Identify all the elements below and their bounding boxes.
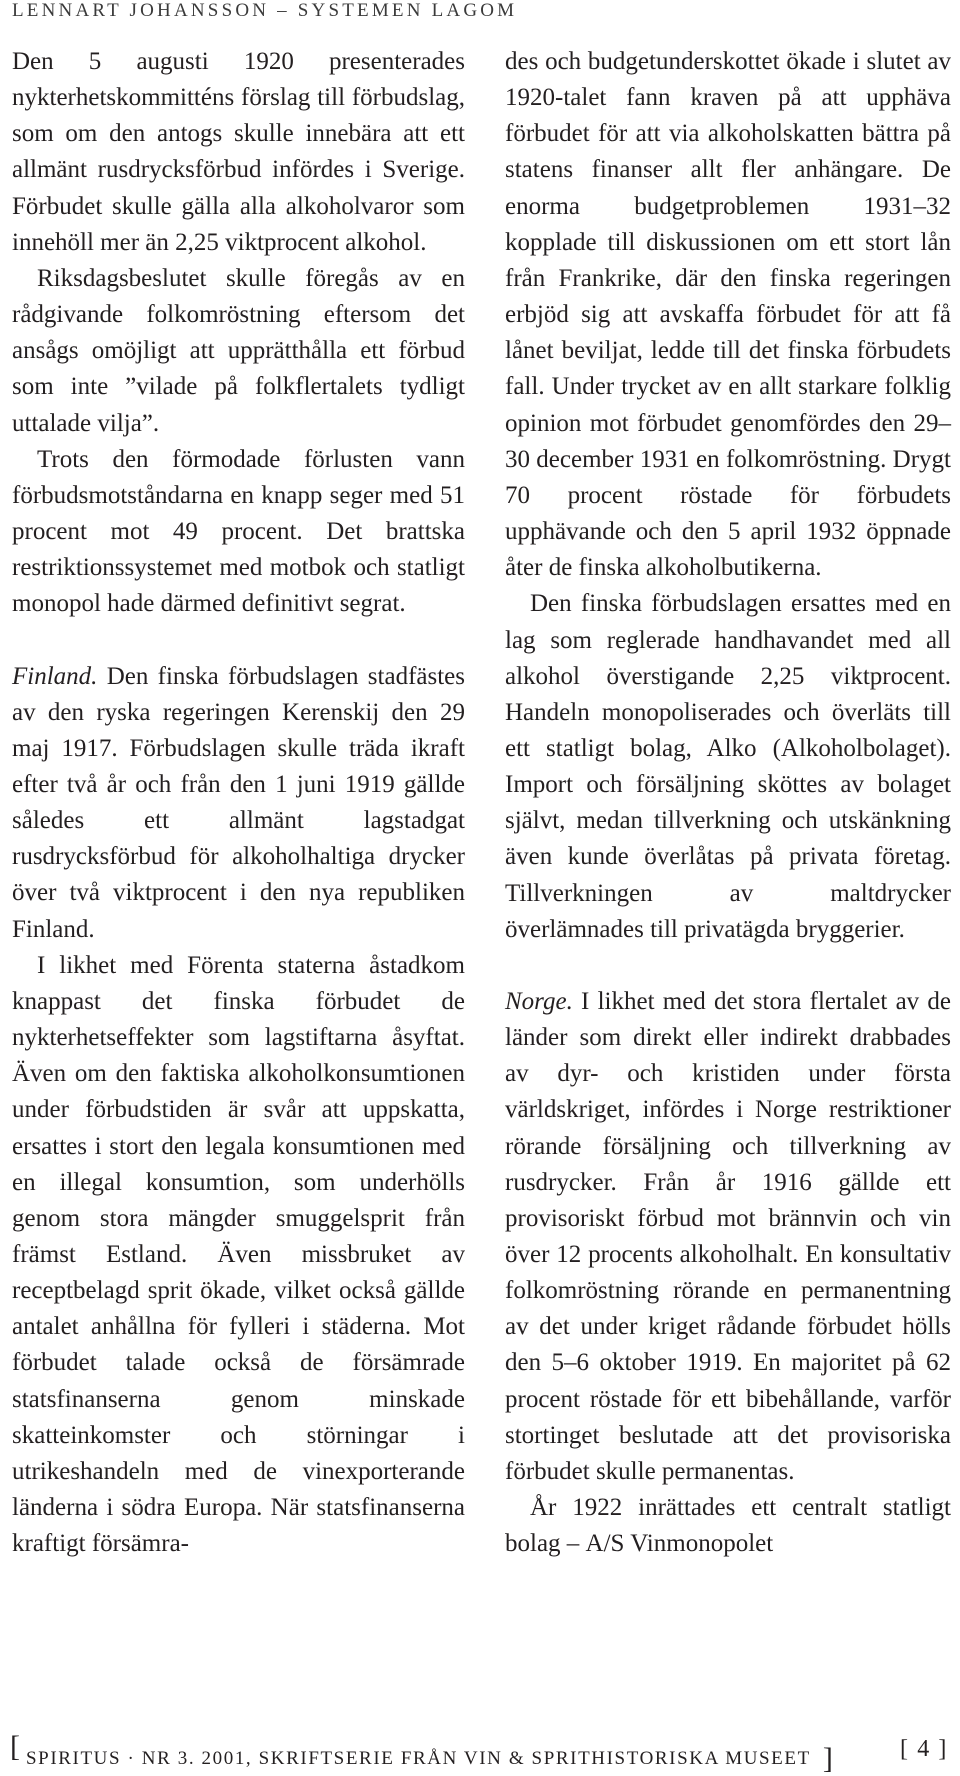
- left-column: [12, 44, 465, 1562]
- left-paragraph-finland: [12, 659, 465, 948]
- finland-text: Den finska förbudslagen stadfästes av den ryska regeringen Kerenskij den 29 maj 1917. Förbudslagen skulle träda ikraft efter två år och från den 1 juni 1919 gällde således ett allmänt lagstadgat rusdrycksförbud för alkoholhaltiga drycker över två viktprocent i den nya republiken Finland.: [12, 662, 465, 943]
- right-paragraph-1: des och budgetunderskottet ökade i slutet av 1920-talet fann kraven på att upphäva förbudet för att via alkoholskatten bättra på statens finanser allt fler anhängare. De enorma budgetproblemen 1931–32 kopplade till diskussionen om ett stort lån från Frankrike, där den finska regeringen erbjöd sig att avskaffa förbudet för att få lånet beviljat, ledde till det finska förbudets fall. Under trycket av en allt starkare folklig opinion mot förbudet genomfördes den 29–30 december 1931 en folkomröstning. Drygt 70 procent röstade för förbudets upphävande och den 5 april 1932 öppnade åter de finska alkoholbutikerna.: [505, 48, 951, 582]
- left-paragraph-2: Riksdagsbeslutet skulle föregås av en rådgivande folkomröstning eftersom det ansågs omöjligt att upprätthålla ett förbud som inte ”vilade på folkflertalets tydligt uttalade vilja”.: [12, 264, 465, 437]
- footer-open-bracket: [: [10, 1730, 22, 1763]
- company-form-abbreviation: A/S: [585, 1530, 625, 1558]
- footer-close-bracket: ]: [822, 1742, 835, 1775]
- section-heading-finland: Finland.: [12, 662, 98, 690]
- left-paragraph-1: Den 5 augusti 1920 presenterades nykterhetskommitténs förslag till förbudslag, som om den antogs skulle innebära att ett allmänt rusdrycksförbud infördes i Sverige. Förbudet skulle gälla alla alkoholvaror som innehöll mer än 2,25 viktprocent alkohol.: [12, 48, 465, 256]
- left-paragraph-5: I likhet med Förenta staterna åstadkom knappast det finska förbudet de nykterhetseffekter som lagstiftarna åsyftat. Även om den faktiska alkoholkonsumtionen under förbudstiden är svår att uppskatta, ersattes i stort den legala konsumtionen med en illegal konsumtion, som underhölls genom stora mängder smuggelsprit från främst Estland. Även missbruket av receptbelagd sprit ökade, vilket också gällde antalet anhållna för fylleri i städerna. Mot förbudet talade också de försämrade statsfinanserna genom minskade skatteinkomster och störningar i utrikeshandeln med de vinexporterande länderna i södra Europa. När statsfinanserna kraftigt försämra-: [12, 951, 465, 1558]
- vinmonopolet-text-start: År 1922 inrättades ett centralt statligt bolag –: [505, 1494, 951, 1558]
- footer-series-title: [26, 1738, 835, 1775]
- right-column: [505, 44, 951, 1562]
- norge-text: I likhet med det stora flertalet av de länder som direkt eller indirekt drabbades av dyr- och kristiden under första världskriget, infördes i Norge restriktioner rörande försäljning och tillverkning av rusdrycker. Från år 1916 gällde ett provisoriskt förbud mot brännvin och vin över 12 procents alkoholhalt. En konsultativ folkomröstning rörande en permanentning av det under kriget rådande förbudet hölls den 5–6 oktober 1919. En majoritet på 62 procent röstade för ett bibehållande, varför stortinget beslutade att det provisoriska förbudet skulle permanentas.: [505, 987, 951, 1485]
- right-paragraph-2: Den finska förbudslagen ersattes med en lag som reglerade handhavandet med all alkohol överstigande 2,25 viktprocent. Handeln monopoliserades och överläts till ett statligt bolag, Alko (Alkoholbolaget). Import och försäljning sköttes av bolaget självt, medan tillverkning och utskänkning även kunde överlåtas på privata företag. Tillverkningen av maltdrycker överlämnades till privatägda bryggerier.: [505, 590, 951, 943]
- footer-series-text: SPIRITUS · NR 3. 2001, SKRIFTSERIE FRÅN VIN & SPRITHISTORISKA MUSEET: [26, 1748, 811, 1769]
- section-heading-norge: Norge.: [505, 987, 573, 1015]
- vinmonopolet-text-end: Vinmonopolet: [624, 1530, 774, 1558]
- left-paragraph-3: Trots den förmodade förlusten vann förbudsmotståndarna en knapp seger med 51 procent mot 49 procent. Det brattska restriktionssystemet med motbok och statligt monopol hade därmed definitivt segrat.: [12, 445, 465, 618]
- right-paragraph-norge: [505, 984, 951, 1490]
- right-paragraph-4: [505, 1490, 951, 1562]
- page-footer: [0, 1730, 960, 1775]
- running-head: LENNART JOHANSSON – SYSTEMEN LAGOM: [12, 0, 518, 21]
- page-number: [ 4 ]: [900, 1736, 948, 1762]
